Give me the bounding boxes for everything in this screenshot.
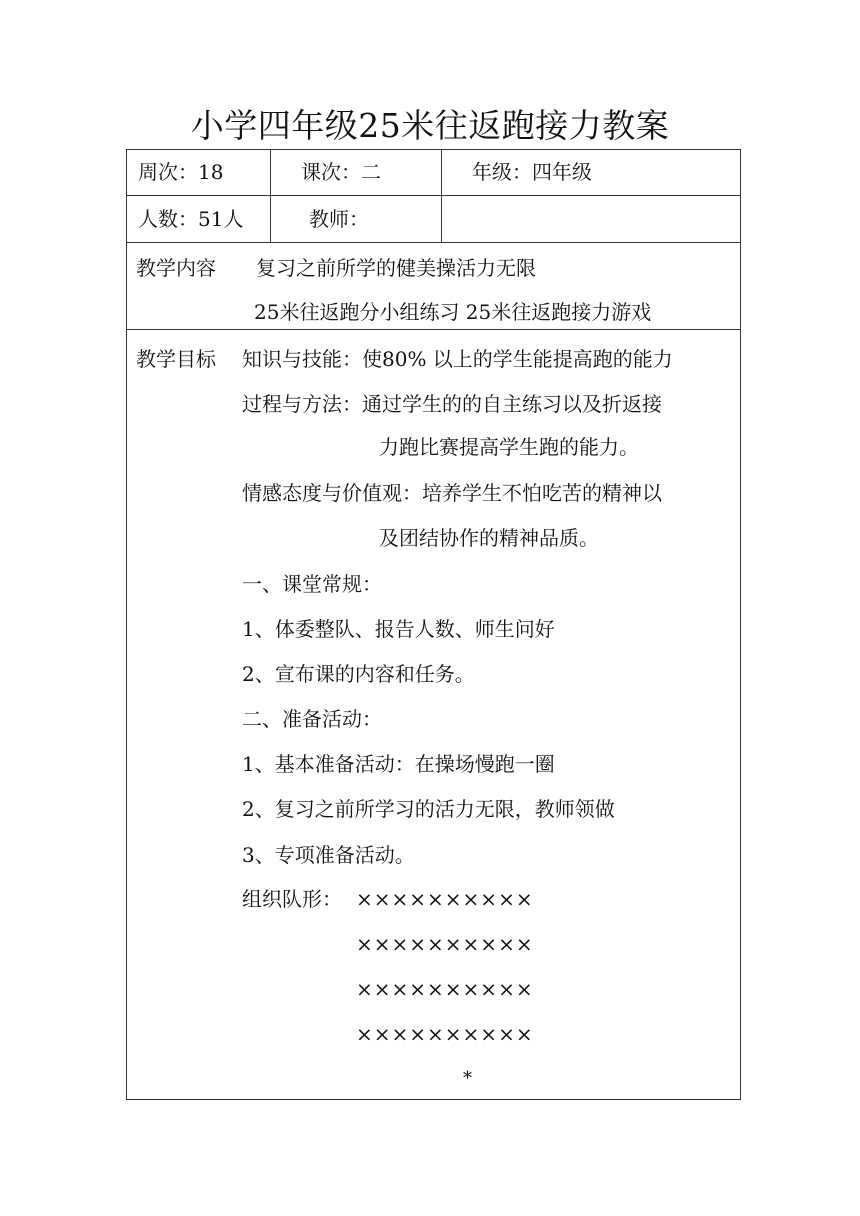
col-divider [270, 149, 271, 243]
content-line-2: 25米往返跑分小组练习 25米往返跑接力游戏 [254, 300, 652, 324]
warmup-item-1: 1、基本准备活动：在操场慢跑一圈 [242, 752, 555, 776]
warmup-heading: 二、准备活动： [242, 707, 382, 731]
objective-knowledge: 知识与技能：使80% 以上的学生能提高跑的能力 [242, 347, 673, 371]
col-divider [441, 149, 442, 243]
content-line-1: 复习之前所学的健美操活力无限 [256, 256, 536, 280]
teacher-position-mark: * [463, 1068, 472, 1089]
objective-process-cont: 力跑比赛提高学生跑的能力。 [379, 435, 639, 459]
formation-row: ×××××××××× [356, 932, 534, 956]
table-border-top [126, 149, 741, 150]
routine-heading: 一、课堂常规： [242, 572, 382, 596]
teacher-cell: 教师： [309, 207, 369, 231]
warmup-item-2: 2、复习之前所学习的活力无限，教师领做 [242, 797, 615, 821]
row-divider [126, 329, 741, 330]
page-title: 小学四年级25米往返跑接力教案 [190, 106, 670, 145]
formation-row: ×××××××××× [356, 887, 534, 911]
formation-row: ×××××××××× [356, 1022, 534, 1046]
objective-process: 过程与方法：通过学生的的自主练习以及折返接 [242, 392, 662, 416]
student-count-cell: 人数：51人 [138, 207, 244, 231]
lesson-plan-table [126, 149, 741, 1100]
week-cell: 周次：18 [138, 160, 224, 184]
table-border-left [126, 149, 127, 1100]
routine-item-1: 1、体委整队、报告人数、师生问好 [242, 617, 555, 641]
routine-item-2: 2、宣布课的内容和任务。 [242, 662, 475, 686]
lesson-number-cell: 课次：二 [301, 160, 381, 184]
formation-label: 组织队形： [242, 887, 342, 911]
warmup-item-3: 3、专项准备活动。 [242, 843, 415, 867]
table-border-bottom [126, 1099, 741, 1100]
row-divider [126, 195, 741, 196]
grade-cell: 年级：四年级 [472, 160, 592, 184]
objectives-label: 教学目标 [136, 347, 216, 371]
objective-emotion: 情感态度与价值观：培养学生不怕吃苦的精神以 [242, 481, 662, 505]
row-divider [126, 242, 741, 243]
table-border-right [740, 149, 741, 1100]
content-label: 教学内容 [136, 256, 216, 280]
formation-row: ×××××××××× [356, 977, 534, 1001]
objective-emotion-cont: 及团结协作的精神品质。 [379, 526, 599, 550]
